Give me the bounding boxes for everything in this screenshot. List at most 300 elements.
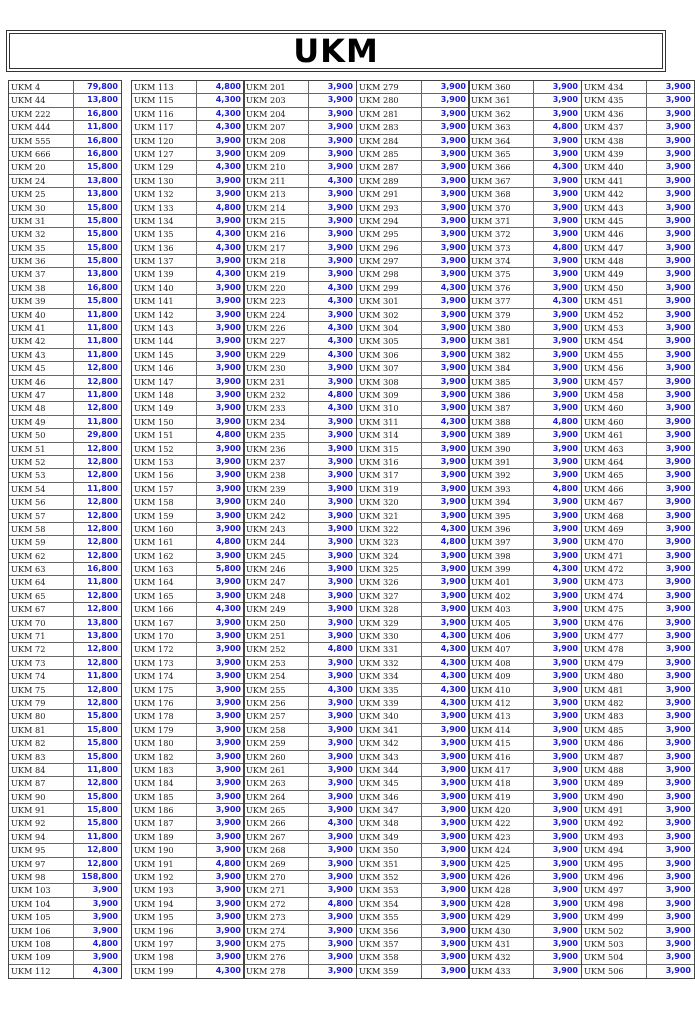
item-price: 16,800 <box>87 135 118 145</box>
table-row <box>132 469 244 482</box>
table-row <box>469 764 581 777</box>
item-price: 3,900 <box>552 617 578 627</box>
item-price: 4,800 <box>327 898 353 908</box>
item-price: 3,900 <box>665 590 691 600</box>
item-price: 3,900 <box>327 711 353 721</box>
item-price: 4,300 <box>92 965 118 975</box>
table-row <box>357 911 469 924</box>
item-code: UKM 135 <box>132 228 197 240</box>
item-code: UKM 186 <box>132 804 197 816</box>
item-code: UKM 245 <box>244 550 309 562</box>
item-code: UKM 382 <box>469 349 534 361</box>
item-price: 3,900 <box>552 577 578 587</box>
table-row <box>244 456 356 469</box>
item-code: UKM 410 <box>469 684 534 696</box>
item-code: UKM 127 <box>132 148 197 160</box>
table-row <box>582 402 694 415</box>
item-code: UKM 379 <box>469 309 534 321</box>
table-row <box>582 376 694 389</box>
item-code: UKM 301 <box>357 295 422 307</box>
table-row <box>469 697 581 710</box>
item-price: 3,900 <box>665 631 691 641</box>
item-price: 3,900 <box>665 912 691 922</box>
item-code: UKM 203 <box>244 94 309 106</box>
table-row <box>582 817 694 830</box>
table-row <box>9 684 121 697</box>
item-code: UKM 456 <box>582 362 647 374</box>
item-price: 3,900 <box>552 872 578 882</box>
table-row <box>582 523 694 536</box>
item-code: UKM 463 <box>582 443 647 455</box>
item-price: 12,800 <box>87 510 118 520</box>
item-code: UKM 450 <box>582 282 647 294</box>
item-code: UKM 190 <box>132 844 197 856</box>
table-row <box>9 751 121 764</box>
item-code: UKM 398 <box>469 550 534 562</box>
table-row <box>9 643 121 656</box>
item-code: UKM 365 <box>469 148 534 160</box>
item-price: 4,800 <box>552 416 578 426</box>
item-code: UKM 390 <box>469 443 534 455</box>
table-row <box>357 697 469 710</box>
item-price: 4,800 <box>327 389 353 399</box>
item-code: UKM 40 <box>9 309 74 321</box>
item-price: 13,800 <box>87 269 118 279</box>
item-price: 3,900 <box>440 135 466 145</box>
item-code: UKM 294 <box>357 215 422 227</box>
item-code: UKM 451 <box>582 295 647 307</box>
table-row <box>9 630 121 643</box>
item-code: UKM 94 <box>9 831 74 843</box>
item-price: 3,900 <box>215 818 241 828</box>
item-code: UKM 445 <box>582 215 647 227</box>
table-row <box>244 443 356 456</box>
item-code: UKM 324 <box>357 550 422 562</box>
item-price: 3,900 <box>552 336 578 346</box>
item-code: UKM 64 <box>9 576 74 588</box>
table-row <box>9 563 121 576</box>
table-row <box>132 268 244 281</box>
item-code: UKM 198 <box>132 951 197 963</box>
table-row <box>9 898 121 911</box>
item-code: UKM 335 <box>357 684 422 696</box>
item-price: 3,900 <box>440 456 466 466</box>
item-code: UKM 256 <box>244 697 309 709</box>
table-row <box>9 938 121 951</box>
item-code: UKM 503 <box>582 938 647 950</box>
item-code: UKM 240 <box>244 496 309 508</box>
item-price: 11,800 <box>87 389 118 399</box>
item-price: 3,900 <box>327 202 353 212</box>
item-price: 3,900 <box>552 631 578 641</box>
item-price: 11,800 <box>87 577 118 587</box>
item-code: UKM 490 <box>582 791 647 803</box>
item-code: UKM 178 <box>132 710 197 722</box>
table-row <box>357 429 469 442</box>
item-price: 4,300 <box>440 282 466 292</box>
item-price: 3,900 <box>552 363 578 373</box>
table-row <box>132 925 244 938</box>
table-row <box>9 657 121 670</box>
item-price: 3,900 <box>327 430 353 440</box>
item-price: 3,900 <box>327 671 353 681</box>
table-row <box>357 295 469 308</box>
item-code: UKM 195 <box>132 911 197 923</box>
item-code: UKM 453 <box>582 322 647 334</box>
item-code: UKM 437 <box>582 121 647 133</box>
item-code: UKM 150 <box>132 416 197 428</box>
item-code: UKM 43 <box>9 349 74 361</box>
item-code: UKM 402 <box>469 590 534 602</box>
item-code: UKM 334 <box>357 670 422 682</box>
table-row <box>132 389 244 402</box>
item-price: 3,900 <box>665 684 691 694</box>
item-code: UKM 422 <box>469 817 534 829</box>
table-row <box>244 161 356 174</box>
table-row <box>582 175 694 188</box>
item-price: 3,900 <box>440 296 466 306</box>
table-row <box>132 255 244 268</box>
table-row <box>244 590 356 603</box>
item-code: UKM 347 <box>357 804 422 816</box>
table-row <box>244 777 356 790</box>
item-price: 3,900 <box>665 470 691 480</box>
item-price: 13,800 <box>87 631 118 641</box>
table-row <box>357 94 469 107</box>
item-price: 3,900 <box>440 95 466 105</box>
item-price: 4,300 <box>327 336 353 346</box>
table-row <box>244 389 356 402</box>
item-code: UKM 185 <box>132 791 197 803</box>
item-code: UKM 167 <box>132 617 197 629</box>
item-code: UKM 497 <box>582 884 647 896</box>
item-price: 12,800 <box>87 443 118 453</box>
item-code: UKM 409 <box>469 670 534 682</box>
item-code: UKM 375 <box>469 268 534 280</box>
item-code: UKM 370 <box>469 202 534 214</box>
item-price: 12,800 <box>87 657 118 667</box>
item-price: 15,800 <box>87 202 118 212</box>
table-row <box>582 202 694 215</box>
item-price: 3,900 <box>440 898 466 908</box>
item-price: 3,900 <box>440 242 466 252</box>
item-code: UKM 306 <box>357 349 422 361</box>
item-code: UKM 393 <box>469 483 534 495</box>
item-price: 11,800 <box>87 671 118 681</box>
item-price: 3,900 <box>215 885 241 895</box>
table-row <box>469 483 581 496</box>
table-row <box>469 135 581 148</box>
table-row <box>132 94 244 107</box>
table-row <box>9 496 121 509</box>
table-row <box>357 817 469 830</box>
item-price: 3,900 <box>92 885 118 895</box>
table-row <box>357 81 469 94</box>
item-code: UKM 31 <box>9 215 74 227</box>
item-price: 3,900 <box>552 229 578 239</box>
item-code: UKM 163 <box>132 563 197 575</box>
table-row <box>9 724 121 737</box>
table-row <box>357 871 469 884</box>
item-price: 3,900 <box>440 604 466 614</box>
item-price: 3,900 <box>440 764 466 774</box>
item-price: 3,900 <box>665 845 691 855</box>
table-row <box>357 804 469 817</box>
table-row <box>582 965 694 978</box>
item-price: 11,800 <box>87 831 118 841</box>
item-code: UKM 399 <box>469 563 534 575</box>
item-code: UKM 340 <box>357 710 422 722</box>
item-price: 15,800 <box>87 751 118 761</box>
table-row <box>469 536 581 549</box>
item-price: 3,900 <box>327 82 353 91</box>
item-code: UKM 297 <box>357 255 422 267</box>
item-code: UKM 394 <box>469 496 534 508</box>
item-price: 3,900 <box>552 256 578 266</box>
table-row <box>9 228 121 241</box>
table-row <box>132 429 244 442</box>
item-code: UKM 269 <box>244 858 309 870</box>
table-row <box>357 228 469 241</box>
item-code: UKM 204 <box>244 108 309 120</box>
table-row <box>357 550 469 563</box>
item-code: UKM 412 <box>469 697 534 709</box>
table-row <box>582 804 694 817</box>
table-row <box>244 858 356 871</box>
table-row <box>9 831 121 844</box>
item-code: UKM 38 <box>9 282 74 294</box>
item-price: 3,900 <box>327 162 353 172</box>
table-row <box>244 215 356 228</box>
item-code: UKM 299 <box>357 282 422 294</box>
table-row <box>9 858 121 871</box>
table-row <box>469 710 581 723</box>
item-price: 3,900 <box>215 791 241 801</box>
table-row <box>469 416 581 429</box>
item-code: UKM 464 <box>582 456 647 468</box>
table-row <box>469 429 581 442</box>
table-row <box>357 215 469 228</box>
table-row <box>357 858 469 871</box>
item-code: UKM 87 <box>9 777 74 789</box>
item-code: UKM 197 <box>132 938 197 950</box>
item-price: 3,900 <box>552 108 578 118</box>
table-row <box>132 603 244 616</box>
item-price: 3,900 <box>215 898 241 908</box>
item-price: 3,900 <box>665 885 691 895</box>
item-code: UKM 460 <box>582 402 647 414</box>
item-code: UKM 441 <box>582 175 647 187</box>
table-row <box>357 791 469 804</box>
item-price: 3,900 <box>440 215 466 225</box>
table-row <box>132 617 244 630</box>
item-price: 3,900 <box>327 952 353 962</box>
item-code: UKM 317 <box>357 469 422 481</box>
table-row <box>244 416 356 429</box>
item-code: UKM 302 <box>357 309 422 321</box>
item-price: 3,900 <box>665 764 691 774</box>
item-price: 3,900 <box>440 510 466 520</box>
item-code: UKM 278 <box>244 965 309 978</box>
item-code: UKM 381 <box>469 335 534 347</box>
item-code: UKM 179 <box>132 724 197 736</box>
item-code: UKM 666 <box>9 148 74 160</box>
table-row <box>9 108 121 121</box>
table-row <box>582 764 694 777</box>
item-code: UKM 371 <box>469 215 534 227</box>
item-code: UKM 359 <box>357 965 422 978</box>
item-price: 3,900 <box>215 336 241 346</box>
item-code: UKM 432 <box>469 951 534 963</box>
item-code: UKM 132 <box>132 188 197 200</box>
item-price: 3,900 <box>440 229 466 239</box>
item-price: 3,900 <box>440 175 466 185</box>
item-code: UKM 380 <box>469 322 534 334</box>
table-row <box>469 335 581 348</box>
table-row <box>469 268 581 281</box>
table-row <box>469 121 581 134</box>
item-price: 3,900 <box>215 376 241 386</box>
item-code: UKM 67 <box>9 603 74 615</box>
item-price: 3,900 <box>327 148 353 158</box>
table-row <box>469 643 581 656</box>
item-price: 3,900 <box>215 912 241 922</box>
item-price: 3,900 <box>327 564 353 574</box>
table-row <box>244 81 356 94</box>
item-price: 4,300 <box>327 296 353 306</box>
item-code: UKM 392 <box>469 469 534 481</box>
item-price: 3,900 <box>215 697 241 707</box>
table-row <box>582 228 694 241</box>
table-row <box>132 443 244 456</box>
table-row <box>9 536 121 549</box>
item-price: 11,800 <box>87 349 118 359</box>
item-price: 3,900 <box>327 885 353 895</box>
table-row <box>582 295 694 308</box>
item-price: 3,900 <box>440 885 466 895</box>
table-row <box>469 443 581 456</box>
item-price: 3,900 <box>440 590 466 600</box>
item-price: 15,800 <box>87 296 118 306</box>
table-row <box>244 898 356 911</box>
item-code: UKM 210 <box>244 161 309 173</box>
price-column-2 <box>131 80 245 979</box>
table-row <box>357 643 469 656</box>
item-price: 3,900 <box>665 577 691 587</box>
table-row <box>469 255 581 268</box>
table-row <box>582 831 694 844</box>
item-code: UKM 284 <box>357 135 422 147</box>
table-row <box>9 576 121 589</box>
table-row <box>357 898 469 911</box>
item-code: UKM 44 <box>9 94 74 106</box>
table-row <box>357 965 469 978</box>
item-code: UKM 315 <box>357 443 422 455</box>
item-code: UKM 157 <box>132 483 197 495</box>
table-row <box>132 402 244 415</box>
item-code: UKM 252 <box>244 643 309 655</box>
item-code: UKM 215 <box>244 215 309 227</box>
item-code: UKM 401 <box>469 576 534 588</box>
item-code: UKM 260 <box>244 751 309 763</box>
table-row <box>469 737 581 750</box>
item-price: 3,900 <box>440 189 466 199</box>
item-price: 3,900 <box>665 148 691 158</box>
item-price: 3,900 <box>215 831 241 841</box>
item-code: UKM 51 <box>9 443 74 455</box>
item-price: 11,800 <box>87 122 118 132</box>
item-code: UKM 344 <box>357 764 422 776</box>
table-row <box>244 469 356 482</box>
table-row <box>582 389 694 402</box>
item-code: UKM 207 <box>244 121 309 133</box>
item-price: 3,900 <box>327 510 353 520</box>
item-price: 3,900 <box>440 309 466 319</box>
item-code: UKM 242 <box>244 510 309 522</box>
table-row <box>582 416 694 429</box>
item-price: 4,300 <box>327 403 353 413</box>
item-price: 3,900 <box>440 443 466 453</box>
table-row <box>132 737 244 750</box>
item-code: UKM 348 <box>357 817 422 829</box>
item-price: 3,900 <box>665 215 691 225</box>
table-row <box>469 175 581 188</box>
item-price: 3,900 <box>215 483 241 493</box>
item-price: 3,900 <box>552 309 578 319</box>
table-row <box>9 456 121 469</box>
item-code: UKM 471 <box>582 550 647 562</box>
item-code: UKM 174 <box>132 670 197 682</box>
item-code: UKM 159 <box>132 510 197 522</box>
item-price: 3,900 <box>552 751 578 761</box>
table-row <box>582 349 694 362</box>
item-price: 3,900 <box>327 523 353 533</box>
table-row <box>9 309 121 322</box>
table-row <box>132 175 244 188</box>
item-price: 3,900 <box>327 443 353 453</box>
table-row <box>244 911 356 924</box>
item-price: 3,900 <box>327 697 353 707</box>
table-row <box>244 282 356 295</box>
table-row <box>132 911 244 924</box>
table-row <box>244 362 356 375</box>
item-code: UKM 296 <box>357 242 422 254</box>
table-row <box>469 389 581 402</box>
table-row <box>357 416 469 429</box>
item-code: UKM 407 <box>469 643 534 655</box>
table-row <box>132 188 244 201</box>
table-row <box>132 496 244 509</box>
item-code: UKM 368 <box>469 188 534 200</box>
table-row <box>469 831 581 844</box>
table-row <box>132 844 244 857</box>
item-code: UKM 263 <box>244 777 309 789</box>
item-price: 3,900 <box>665 430 691 440</box>
item-price: 3,900 <box>665 242 691 252</box>
item-code: UKM 326 <box>357 576 422 588</box>
table-row <box>582 858 694 871</box>
item-code: UKM 91 <box>9 804 74 816</box>
table-row <box>9 510 121 523</box>
item-price: 29,800 <box>87 430 118 440</box>
table-row <box>357 108 469 121</box>
table-row <box>582 684 694 697</box>
item-code: UKM 331 <box>357 643 422 655</box>
item-code: UKM 73 <box>9 657 74 669</box>
item-code: UKM 25 <box>9 188 74 200</box>
item-code: UKM 349 <box>357 831 422 843</box>
table-row <box>582 643 694 656</box>
